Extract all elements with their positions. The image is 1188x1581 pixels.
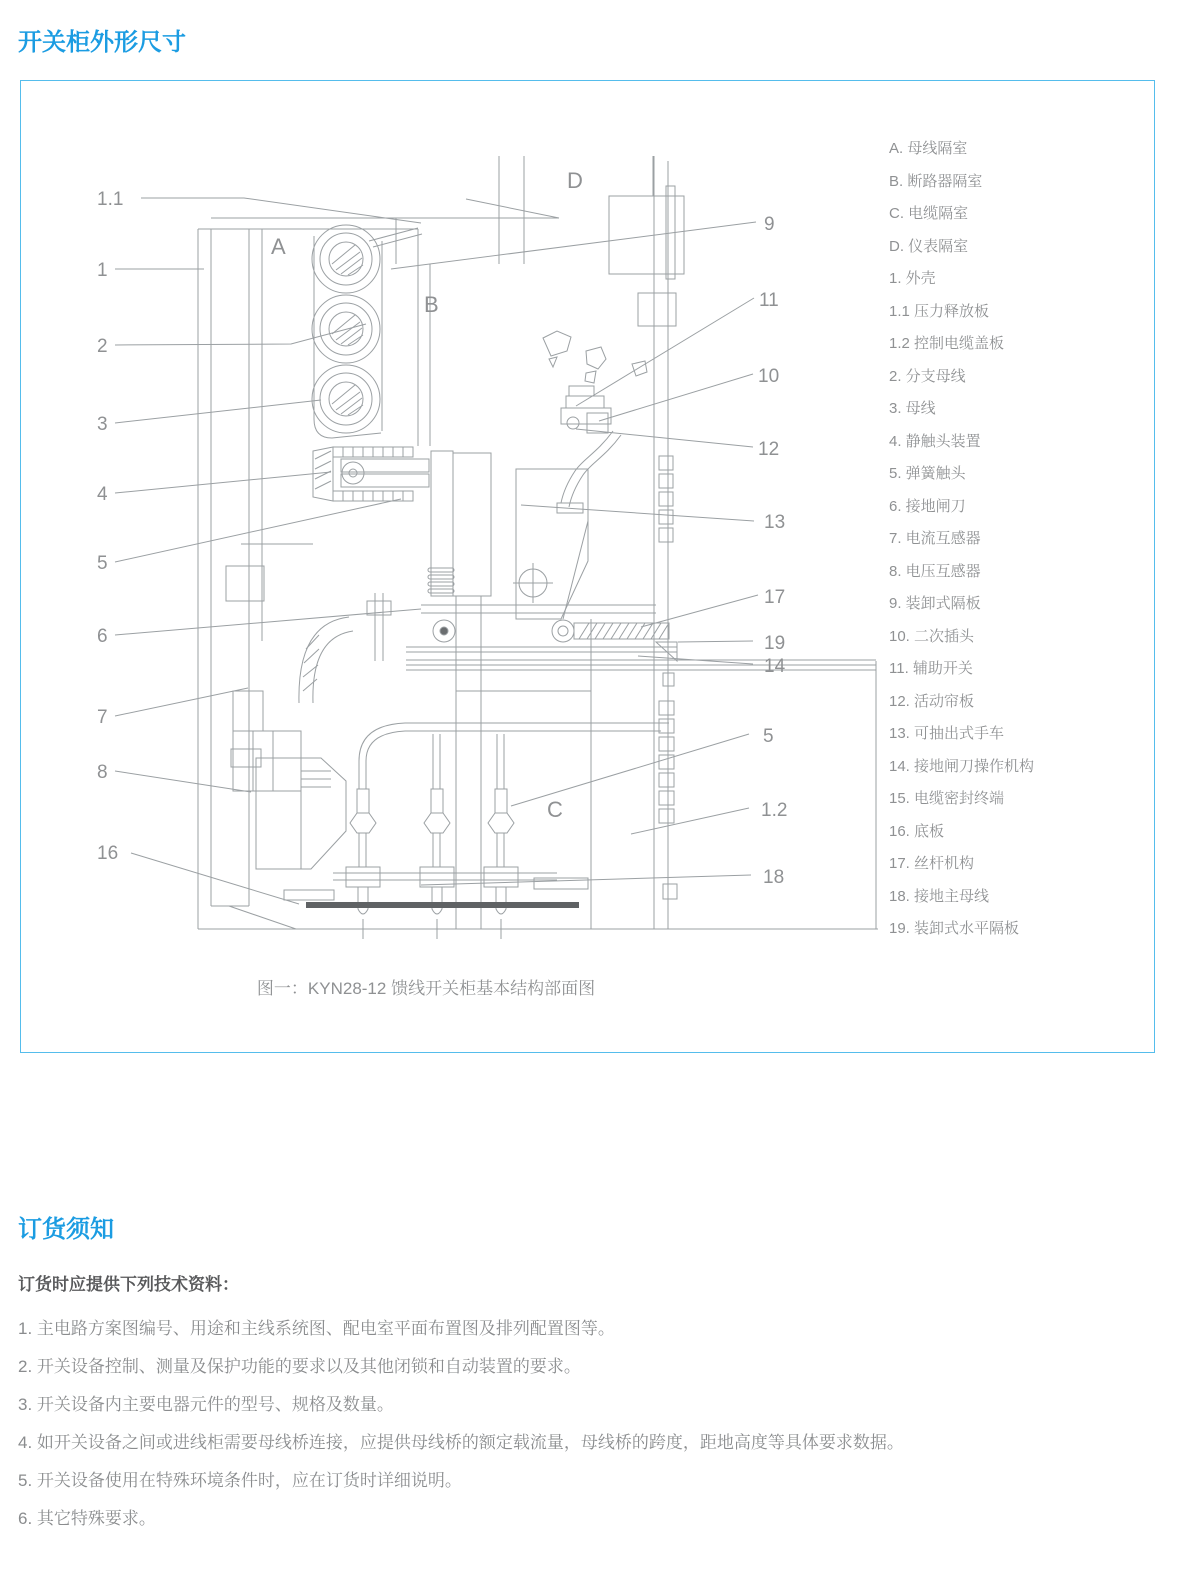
ordering-item: 2. 开关设备控制、测量及保护功能的要求以及其他闭锁和自动装置的要求。 <box>18 1357 581 1376</box>
chamber-label-D: D <box>567 168 583 193</box>
legend-item: 13. 可抽出式手车 <box>889 725 1005 742</box>
callout-leader-7 <box>115 688 248 716</box>
legend-item: 2. 分支母线 <box>889 367 966 385</box>
ordering-item: 3. 开关设备内主要电器元件的型号、规格及数量。 <box>18 1395 394 1414</box>
legend-item: 5. 弹簧触头 <box>889 465 966 482</box>
callout-leader-16 <box>131 853 299 904</box>
earthing-switch <box>299 593 391 703</box>
callout-leader-2 <box>115 324 366 345</box>
ordering-item: 5. 开关设备使用在特殊环境条件时，应在订货时详细说明。 <box>18 1471 462 1490</box>
callout-label-6: 6 <box>97 626 108 647</box>
cable-sealing-terminations <box>346 789 518 939</box>
chamber-label-C: C <box>547 797 563 822</box>
legend-item: B. 断路器隔室 <box>889 172 983 190</box>
callout-leader-4 <box>115 472 331 493</box>
callout-label-17: 17 <box>764 587 786 608</box>
busbar-bushings <box>312 225 422 438</box>
callout-leader-1.1 <box>141 198 421 223</box>
callout-label-2: 2 <box>97 336 108 357</box>
callout-leader-5 <box>511 734 749 806</box>
circuit-breaker-handcart <box>241 451 588 619</box>
callout-label-18: 18 <box>763 867 785 888</box>
legend-item: A. 母线隔室 <box>889 140 968 157</box>
figure-caption: 图一：KYN28-12 馈线开关柜基本结构部面图 <box>256 979 596 998</box>
legend-item: 9. 装卸式隔板 <box>889 595 981 612</box>
ground-busbar <box>306 902 579 908</box>
callout-label-1: 1 <box>97 260 108 281</box>
secondary-plug <box>561 386 611 433</box>
figure-border-box <box>20 80 1155 1053</box>
callout-label-9: 9 <box>764 214 775 235</box>
legend-item: 19. 装卸式水平隔板 <box>889 920 1020 937</box>
callout-label-8: 8 <box>97 762 108 783</box>
legend-item: 12. 活动帘板 <box>889 692 975 710</box>
static-contact-assembly <box>313 447 429 501</box>
auxiliary-switch-parts <box>543 331 647 383</box>
callout-leader-5 <box>115 499 401 562</box>
callout-leader-1.2 <box>631 808 749 834</box>
callout-label-1.1: 1.1 <box>97 189 124 210</box>
legend-item: 10. 二次插头 <box>889 627 975 645</box>
legend-item: 11. 辅助开关 <box>889 660 973 677</box>
voltage-transformer <box>231 749 346 869</box>
callout-leader-9 <box>391 222 756 269</box>
legend-item: 1.1 压力释放板 <box>889 302 990 320</box>
legend-item: 1. 外壳 <box>889 270 936 287</box>
callout-label-16: 16 <box>97 843 119 864</box>
catalog-page <box>0 30 1188 1529</box>
current-transformer <box>226 566 331 791</box>
callout-label-12: 12 <box>758 439 780 460</box>
legend-item: C. 电缆隔室 <box>889 205 969 222</box>
diagram-legend <box>889 133 1149 946</box>
legend-item: 17. 丝杆机构 <box>889 855 975 872</box>
callout-label-11: 11 <box>759 290 779 311</box>
legend-item: 16. 底板 <box>889 822 945 840</box>
ordering-intro: 订货时应提供下列技术资料： <box>18 1275 239 1294</box>
leadscrew-and-rails <box>406 605 876 670</box>
legend-item: 15. 电缆密封终端 <box>889 790 1005 807</box>
ordering-item: 4. 如开关设备之间或进线柜需要母线桥连接，应提供母线桥的额定载流量，母线桥的跨度，距地高度等具体要求数据。 <box>18 1433 904 1452</box>
callout-label-4: 4 <box>97 484 108 505</box>
page-title: 开关柜外形尺寸 <box>18 29 186 56</box>
legend-item: 3. 母线 <box>889 400 936 417</box>
ordering-item: 1. 主电路方案图编号、用途和主线系统图、配电室平面布置图及排列配置图等。 <box>18 1319 615 1338</box>
callout-label-3: 3 <box>97 414 108 435</box>
callout-leader-19 <box>678 641 753 642</box>
callout-label-5: 5 <box>97 553 108 574</box>
callout-label-7: 7 <box>97 707 108 728</box>
legend-item: 8. 电压互感器 <box>889 562 981 580</box>
callout-label-19: 19 <box>764 633 786 654</box>
chamber-label-B: B <box>424 292 439 317</box>
callout-label-10: 10 <box>758 366 780 387</box>
callout-leader-8 <box>115 771 251 792</box>
legend-item: 18. 接地主母线 <box>889 887 990 905</box>
ordering-section <box>18 1217 1170 1529</box>
callout-leader-12 <box>576 429 753 447</box>
callout-leader-3 <box>115 400 321 423</box>
callout-label-13: 13 <box>764 512 786 533</box>
ordering-list <box>18 1318 1170 1529</box>
legend-item: 4. 静触头装置 <box>889 432 981 450</box>
ordering-title: 订货须知 <box>18 1216 114 1243</box>
legend-item: 7. 电流互感器 <box>889 530 981 547</box>
chamber-label-A: A <box>271 234 286 259</box>
legend-item: 6. 接地闸刀 <box>889 497 966 515</box>
legend-item: 1.2 控制电缆盖板 <box>889 335 1005 352</box>
callout-label-14: 14 <box>764 656 786 677</box>
ordering-item: 6. 其它特殊要求。 <box>18 1509 156 1528</box>
callout-leader-13 <box>521 505 754 521</box>
legend-item: D. 仪表隔室 <box>889 237 969 255</box>
callout-leader-10 <box>599 374 753 421</box>
diagram-annotations <box>97 168 787 904</box>
movable-curtain <box>557 431 621 513</box>
callout-label-1.2: 1.2 <box>761 800 788 821</box>
legend-item: 14. 接地闸刀操作机构 <box>889 757 1035 775</box>
callout-leader-17 <box>641 595 758 627</box>
callout-label-5: 5 <box>763 726 774 747</box>
